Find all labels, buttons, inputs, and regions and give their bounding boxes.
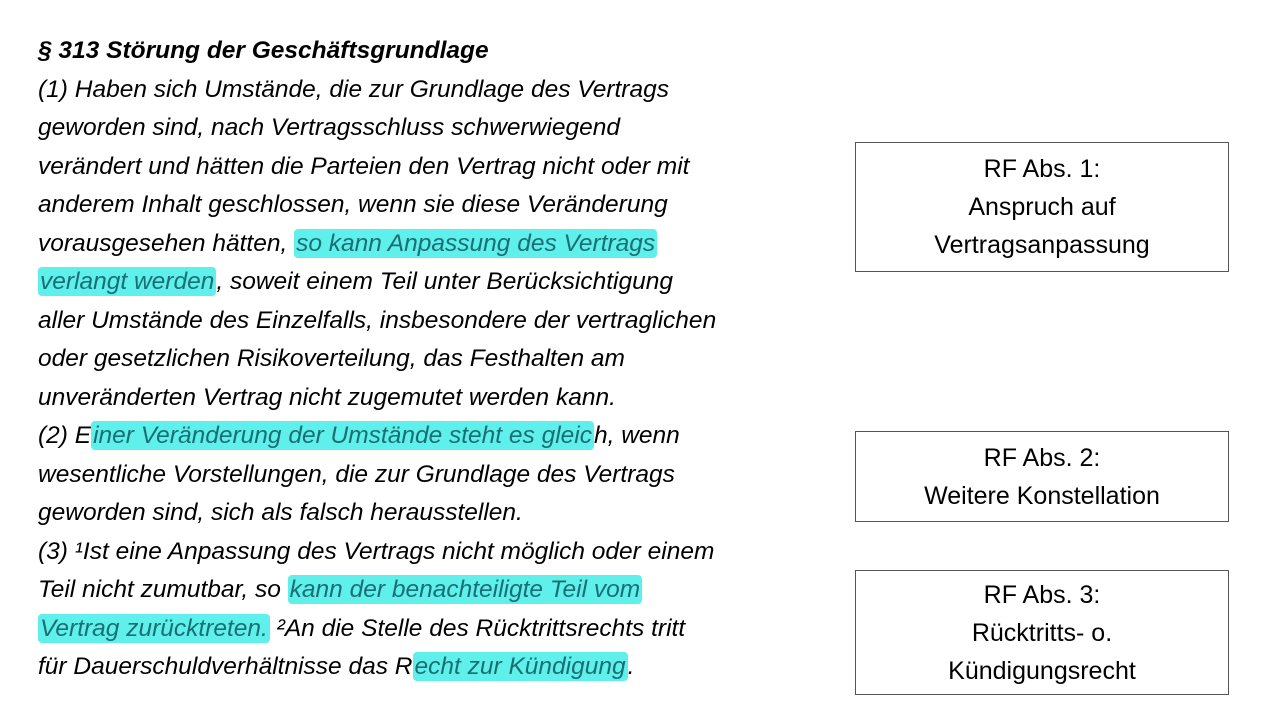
law-line <box>38 610 848 649</box>
rf-box-abs-2 <box>855 431 1229 522</box>
law-text-segment: h, wenn <box>594 422 680 449</box>
highlight: verlangt werden <box>40 268 215 295</box>
law-line: anderem Inhalt geschlossen, wenn sie diese Veränderung <box>38 191 668 218</box>
highlight: Vertrag zurücktreten. <box>40 614 268 642</box>
rf-box-line: Weitere Konstellation <box>924 481 1160 510</box>
law-line <box>38 225 848 264</box>
rf-box-heading: RF Abs. 2: <box>983 443 1101 472</box>
highlight: echt zur Kündigung <box>414 653 626 680</box>
law-line: unveränderten Vertrag nicht zugemutet werden kann. <box>38 383 616 411</box>
law-line: oder gesetzlichen Risikoverteilung, das Festhalten am <box>38 345 625 372</box>
law-line: geworden sind, nach Vertragsschluss schwerwiegend <box>38 114 620 141</box>
law-text-segment: für Dauerschuldverhältnisse das R <box>38 653 413 680</box>
law-text-segment: ²An die Stelle des Rücktrittsrechts tritt <box>269 614 686 642</box>
law-line: (1) Haben sich Umstände, die zur Grundlage des Vertrags <box>38 75 669 103</box>
law-line: wesentliche Vorstellungen, die zur Grundlage des Vertrags <box>38 460 675 488</box>
rf-box-abs-1 <box>855 142 1229 272</box>
highlight: so kann Anpassung des Vertrags <box>296 229 656 257</box>
law-text-segment: . <box>627 653 635 680</box>
law-line: aller Umstände des Einzelfalls, insbesondere der vertraglichen <box>38 306 717 334</box>
rf-box-abs-3 <box>855 570 1229 695</box>
law-text-segment: (2) E <box>38 422 92 449</box>
rf-box-line: Rücktritts- o. <box>971 618 1113 647</box>
rf-box-heading: RF Abs. 1: <box>983 155 1101 183</box>
rf-box-line: Vertragsanpassung <box>934 231 1150 259</box>
law-line: verändert und hätten die Parteien den Vertrag nicht oder mit <box>38 152 690 180</box>
law-title: § 313 Störung der Geschäftsgrundlage <box>38 37 489 64</box>
law-line <box>38 417 848 456</box>
law-line <box>38 571 848 610</box>
law-line: geworden sind, sich als falsch herausstellen. <box>38 499 523 526</box>
highlight: kann der benachteiligte Teil vom <box>289 576 641 603</box>
rf-box-line: Anspruch auf <box>968 193 1116 221</box>
law-line <box>38 263 848 302</box>
law-text <box>38 32 848 687</box>
highlight: iner Veränderung der Umstände steht es gleic <box>93 422 592 449</box>
law-text-segment: , soweit einem Teil unter Berücksichtigung <box>216 268 673 295</box>
law-text-segment: vorausgesehen hätten, <box>38 229 295 257</box>
rf-box-heading: RF Abs. 3: <box>983 580 1101 609</box>
law-text-segment: Teil nicht zumutbar, so <box>38 576 288 603</box>
law-line: (3) ¹Ist eine Anpassung des Vertrags nicht möglich oder einem <box>38 537 715 565</box>
rf-box-line: Kündigungsrecht <box>948 656 1136 685</box>
law-line <box>38 648 848 687</box>
